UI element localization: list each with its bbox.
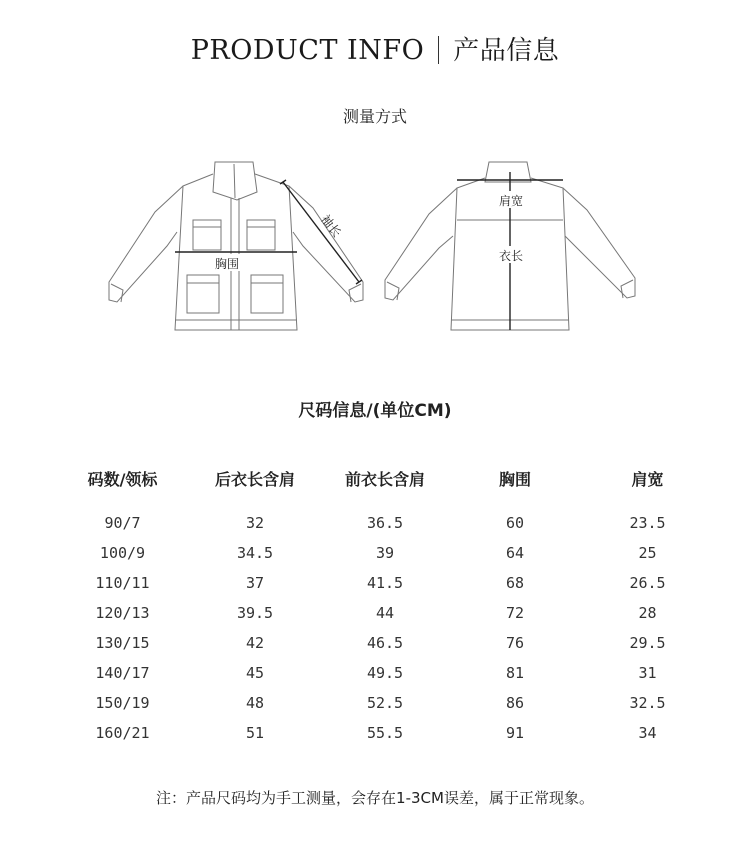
back-length-cell: 34.5: [236, 544, 274, 562]
table-row: [55, 568, 715, 598]
shoulder-cell: 25: [638, 544, 657, 562]
shoulder-label: 肩宽: [498, 194, 524, 208]
size-info-title: 尺码信息/(单位CM): [298, 401, 452, 421]
size-table: [55, 462, 715, 748]
shoulder-cell: 29.5: [629, 634, 666, 652]
jacket-diagram-svg: [95, 150, 655, 345]
column-header-back-length: 后衣长含肩: [214, 469, 295, 489]
front-length-cell: 36.5: [366, 514, 404, 532]
size-table-header-row: [55, 462, 715, 508]
shoulder-cell: 28: [638, 604, 657, 622]
column-header-front-length: 前衣长含肩: [344, 469, 425, 489]
front-length-cell: 55.5: [366, 724, 404, 742]
back-length-cell: 45: [245, 664, 265, 682]
back-length-cell: 42: [245, 634, 265, 652]
table-row: [55, 718, 715, 748]
chest-cell: 81: [505, 664, 525, 682]
title-divider: [438, 36, 439, 64]
front-length-cell: 52.5: [366, 694, 404, 712]
page-title-zh: 产品信息: [453, 36, 560, 66]
chest-cell: 64: [505, 544, 525, 562]
chest-label: 胸围: [214, 257, 240, 271]
shoulder-cell: 26.5: [629, 574, 666, 592]
shoulder-cell: 31: [638, 664, 657, 682]
front-length-cell: 46.5: [366, 634, 404, 652]
size-cell: 120/13: [95, 604, 150, 622]
page-title: [0, 30, 750, 67]
back-length-cell: 39.5: [236, 604, 274, 622]
size-cell: 140/17: [95, 664, 150, 682]
table-row: [55, 688, 715, 718]
sleeve-label: 袖长: [318, 212, 344, 240]
front-length-cell: 49.5: [366, 664, 404, 682]
table-row: [55, 658, 715, 688]
size-cell: 110/11: [95, 574, 150, 592]
chest-cell: 86: [505, 694, 525, 712]
table-row: [55, 538, 715, 568]
back-length-cell: 48: [245, 694, 265, 712]
chest-cell: 72: [505, 604, 525, 622]
back-length-cell: 37: [245, 574, 265, 592]
chest-cell: 60: [505, 514, 525, 532]
measurement-title: 测量方式: [342, 107, 407, 126]
table-row: [55, 508, 715, 538]
size-cell: 160/21: [95, 724, 150, 742]
size-cell: 100/9: [99, 544, 146, 562]
measurement-diagram: [95, 150, 655, 345]
shoulder-cell: 34: [638, 724, 657, 742]
size-cell: 150/19: [95, 694, 150, 712]
shoulder-cell: 32.5: [629, 694, 666, 712]
chest-cell: 91: [505, 724, 525, 742]
chest-cell: 68: [505, 574, 525, 592]
length-label: 衣长: [498, 249, 524, 263]
back-length-cell: 32: [245, 514, 265, 532]
table-row: [55, 628, 715, 658]
size-cell: 130/15: [95, 634, 150, 652]
front-length-cell: 39: [375, 544, 395, 562]
page-title-en: PRODUCT INFO: [190, 35, 425, 66]
front-length-cell: 44: [375, 604, 395, 622]
front-length-cell: 41.5: [366, 574, 404, 592]
chest-cell: 76: [505, 634, 525, 652]
measurement-note: 注：产品尺码均为手工测量，会存在1-3CM误差，属于正常现象。: [156, 789, 594, 807]
shoulder-cell: 23.5: [629, 514, 666, 532]
back-length-cell: 51: [245, 724, 265, 742]
column-header-size: 码数/领标: [87, 469, 158, 489]
column-header-shoulder: 肩宽: [631, 469, 664, 489]
column-header-chest: 胸围: [498, 469, 531, 489]
size-cell: 90/7: [104, 514, 141, 532]
front-jacket-drawing: [109, 162, 363, 330]
table-row: [55, 598, 715, 628]
